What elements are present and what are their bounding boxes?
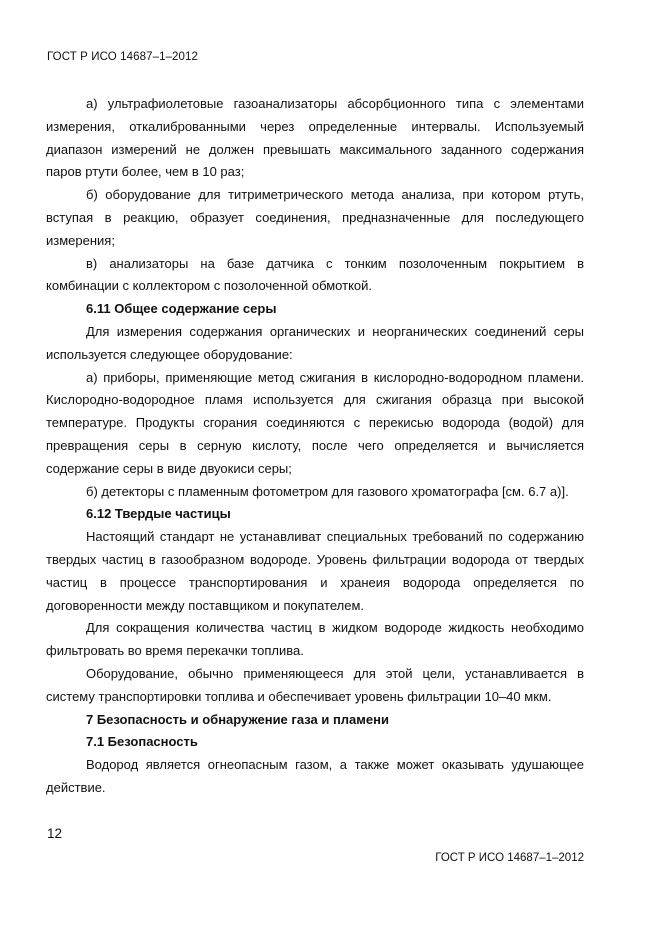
section-heading-7-1: 7.1 Безопасность xyxy=(86,734,198,750)
paragraph-sulfur-flame-photometer: б) детекторы с пламенным фотометром для газового хроматографа [см. 6.7 а)]. xyxy=(86,483,569,499)
paragraph-particulates-equipment: Оборудование, обычно применяющееся для этой цели, устанавливается в систему транспортировки топлива и обеспечивает уровень фильтрации 10–40 мкм. xyxy=(46,665,584,704)
page-content xyxy=(46,93,584,800)
header-document-code: ГОСТ Р ИСО 14687–1–2012 xyxy=(47,51,199,63)
footer-document-code: ГОСТ Р ИСО 14687–1–2012 xyxy=(435,852,584,864)
paragraph-mercury-titrimetric: б) оборудование для титриметрического метода анализа, при котором ртуть, вступая в реакцию, образует соединения, предназначенные для последующего измерения; xyxy=(46,187,584,248)
paragraph-sulfur-intro: Для измерения содержания органических и неорганических соединений серы используется следующее оборудование: xyxy=(46,323,584,362)
paragraph-sulfur-combustion: а) приборы, применяющие метод сжигания в кислородно-водородном пламени. Кислородно-водородное пламя используется для сжигания образца при высокой температуре. Продукты сгорания соединяются с перекисью водорода (водой) для превращения серы в серную кислоту, после чего определяется и вычисляется содержание серы в виде двуокиси серы; xyxy=(46,369,584,476)
section-heading-6-12: 6.12 Твердые частицы xyxy=(86,506,231,522)
paragraph-mercury-uv-analyzers: а) ультрафиолетовые газоанализаторы абсорбционного типа с элементами измерения, откалиброванными через определенные интервалы. Используемый диапазон измерений не должен превышать максимального заданного содержания паров ртути более, чем в 10 раз; xyxy=(46,96,584,180)
section-heading-7: 7 Безопасность и обнаружение газа и пламени xyxy=(86,711,389,727)
paragraph-particulates-filtering: Для сокращения количества частиц в жидком водороде жидкость необходимо фильтровать во время перекачки топлива. xyxy=(46,620,584,659)
paragraph-particulates-requirements: Настоящий стандарт не устанавливат специальных требований по содержанию твердых частиц в газообразном водороде. Уровень фильтрации водорода от твердых частиц в процессе транспортирования и хранеия водорода определяется по договоренности между поставщиком и покупателем. xyxy=(46,529,584,613)
paragraph-hydrogen-safety: Водород является огнеопасным газом, а также может оказывать удушающее действие. xyxy=(46,757,584,795)
page-number: 12 xyxy=(47,826,63,841)
section-heading-6-11: 6.11 Общее содержание серы xyxy=(86,301,277,317)
paragraph-mercury-gold-sensor: в) анализаторы на базе датчика с тонким позолоченным покрытием в комбинации с коллектором с позолоченной обмоткой. xyxy=(46,255,584,294)
